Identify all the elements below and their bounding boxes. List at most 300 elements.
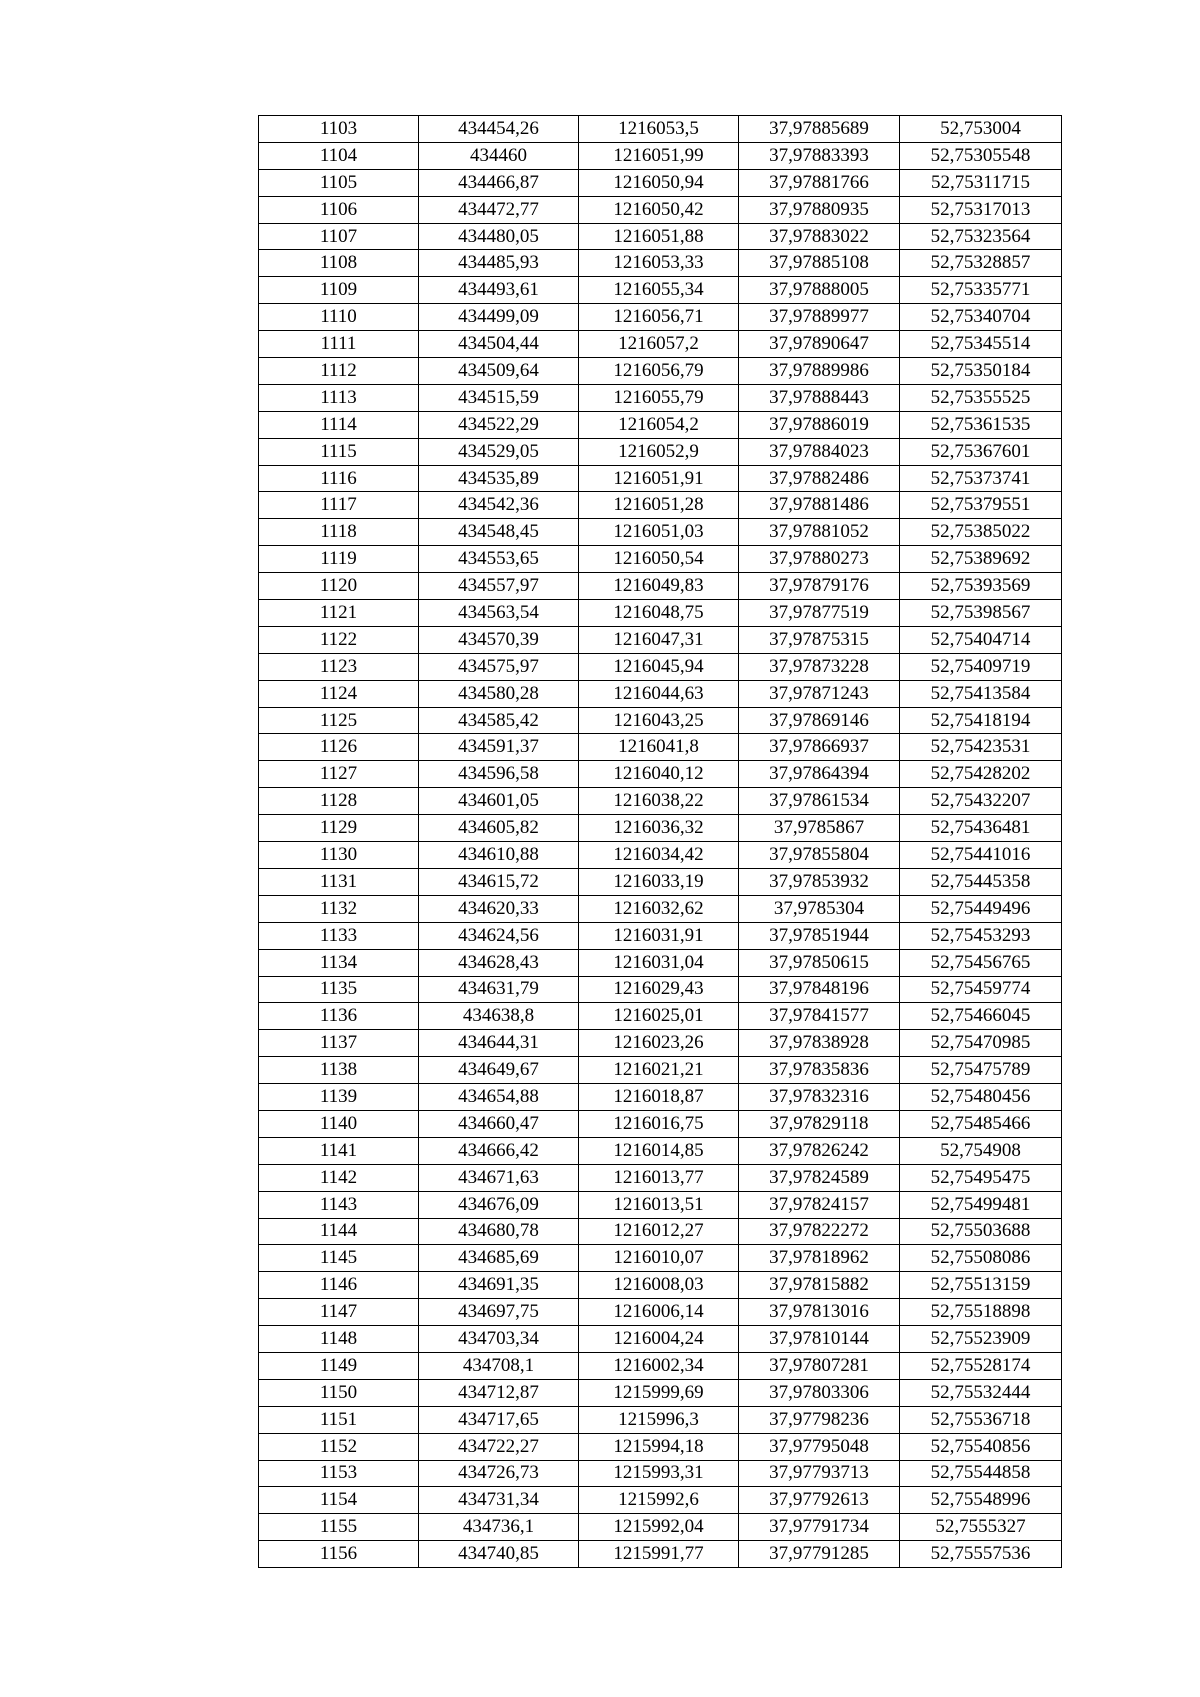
table-row [259,653,1062,680]
table-row [259,1379,1062,1406]
longitude-cell: 52,75432207 [900,788,1062,815]
point-number-cell: 1121 [259,600,419,627]
x-coordinate-cell: 434480,05 [419,223,579,250]
table-row [259,949,1062,976]
table-row [259,895,1062,922]
latitude-cell: 37,97888443 [739,384,900,411]
table-row [259,277,1062,304]
x-coordinate-cell: 434509,64 [419,358,579,385]
table-row [259,1110,1062,1137]
point-number-cell: 1105 [259,169,419,196]
y-coordinate-cell: 1216038,22 [579,788,739,815]
latitude-cell: 37,97855804 [739,842,900,869]
latitude-cell: 37,97885689 [739,116,900,143]
longitude-cell: 52,75480456 [900,1084,1062,1111]
longitude-cell: 52,75350184 [900,358,1062,385]
y-coordinate-cell: 1215996,3 [579,1406,739,1433]
point-number-cell: 1146 [259,1272,419,1299]
table-row [259,922,1062,949]
table-row [259,384,1062,411]
latitude-cell: 37,97822272 [739,1218,900,1245]
table-row [259,1272,1062,1299]
y-coordinate-cell: 1216036,32 [579,815,739,842]
point-number-cell: 1133 [259,922,419,949]
latitude-cell: 37,97832316 [739,1084,900,1111]
coordinates-table-body [259,116,1062,1568]
x-coordinate-cell: 434460 [419,142,579,169]
x-coordinate-cell: 434454,26 [419,116,579,143]
latitude-cell: 37,97864394 [739,761,900,788]
x-coordinate-cell: 434666,42 [419,1137,579,1164]
longitude-cell: 52,75503688 [900,1218,1062,1245]
x-coordinate-cell: 434535,89 [419,465,579,492]
longitude-cell: 52,75495475 [900,1164,1062,1191]
longitude-cell: 52,75532444 [900,1379,1062,1406]
latitude-cell: 37,97829118 [739,1110,900,1137]
latitude-cell: 37,97881052 [739,519,900,546]
longitude-cell: 52,75413584 [900,680,1062,707]
y-coordinate-cell: 1216031,91 [579,922,739,949]
point-number-cell: 1153 [259,1460,419,1487]
point-number-cell: 1122 [259,626,419,653]
y-coordinate-cell: 1215992,6 [579,1487,739,1514]
latitude-cell: 37,97881766 [739,169,900,196]
longitude-cell: 52,75345514 [900,331,1062,358]
latitude-cell: 37,97813016 [739,1299,900,1326]
y-coordinate-cell: 1216049,83 [579,573,739,600]
x-coordinate-cell: 434722,27 [419,1433,579,1460]
longitude-cell: 52,753004 [900,116,1062,143]
latitude-cell: 37,97871243 [739,680,900,707]
table-row [259,734,1062,761]
latitude-cell: 37,97793713 [739,1460,900,1487]
x-coordinate-cell: 434638,8 [419,1003,579,1030]
y-coordinate-cell: 1216014,85 [579,1137,739,1164]
y-coordinate-cell: 1216016,75 [579,1110,739,1137]
y-coordinate-cell: 1216023,26 [579,1030,739,1057]
y-coordinate-cell: 1216018,87 [579,1084,739,1111]
y-coordinate-cell: 1216053,5 [579,116,739,143]
table-row [259,1514,1062,1541]
latitude-cell: 37,97791734 [739,1514,900,1541]
y-coordinate-cell: 1216050,42 [579,196,739,223]
point-number-cell: 1113 [259,384,419,411]
y-coordinate-cell: 1216053,33 [579,250,739,277]
y-coordinate-cell: 1216048,75 [579,600,739,627]
x-coordinate-cell: 434493,61 [419,277,579,304]
table-row [259,1541,1062,1568]
latitude-cell: 37,97807281 [739,1352,900,1379]
x-coordinate-cell: 434529,05 [419,438,579,465]
x-coordinate-cell: 434570,39 [419,626,579,653]
x-coordinate-cell: 434708,1 [419,1352,579,1379]
point-number-cell: 1125 [259,707,419,734]
table-row [259,250,1062,277]
longitude-cell: 52,75373741 [900,465,1062,492]
point-number-cell: 1144 [259,1218,419,1245]
point-number-cell: 1104 [259,142,419,169]
x-coordinate-cell: 434644,31 [419,1030,579,1057]
longitude-cell: 52,75418194 [900,707,1062,734]
longitude-cell: 52,75536718 [900,1406,1062,1433]
x-coordinate-cell: 434563,54 [419,600,579,627]
table-row [259,1433,1062,1460]
table-row [259,1299,1062,1326]
longitude-cell: 52,75475789 [900,1057,1062,1084]
longitude-cell: 52,75340704 [900,304,1062,331]
longitude-cell: 52,75548996 [900,1487,1062,1514]
point-number-cell: 1149 [259,1352,419,1379]
y-coordinate-cell: 1216045,94 [579,653,739,680]
x-coordinate-cell: 434676,09 [419,1191,579,1218]
latitude-cell: 37,97875315 [739,626,900,653]
longitude-cell: 52,75523909 [900,1326,1062,1353]
longitude-cell: 52,75508086 [900,1245,1062,1272]
table-row [259,223,1062,250]
y-coordinate-cell: 1216021,21 [579,1057,739,1084]
x-coordinate-cell: 434717,65 [419,1406,579,1433]
latitude-cell: 37,97838928 [739,1030,900,1057]
point-number-cell: 1130 [259,842,419,869]
y-coordinate-cell: 1216051,88 [579,223,739,250]
table-row [259,761,1062,788]
latitude-cell: 37,97885108 [739,250,900,277]
latitude-cell: 37,97835836 [739,1057,900,1084]
longitude-cell: 52,75367601 [900,438,1062,465]
y-coordinate-cell: 1216041,8 [579,734,739,761]
point-number-cell: 1134 [259,949,419,976]
table-row [259,680,1062,707]
table-row [259,116,1062,143]
y-coordinate-cell: 1216013,51 [579,1191,739,1218]
latitude-cell: 37,97824589 [739,1164,900,1191]
table-row [259,788,1062,815]
y-coordinate-cell: 1216043,25 [579,707,739,734]
y-coordinate-cell: 1216002,34 [579,1352,739,1379]
x-coordinate-cell: 434631,79 [419,976,579,1003]
point-number-cell: 1120 [259,573,419,600]
point-number-cell: 1123 [259,653,419,680]
longitude-cell: 52,75379551 [900,492,1062,519]
y-coordinate-cell: 1215999,69 [579,1379,739,1406]
latitude-cell: 37,97869146 [739,707,900,734]
y-coordinate-cell: 1216055,79 [579,384,739,411]
table-row [259,304,1062,331]
point-number-cell: 1116 [259,465,419,492]
longitude-cell: 52,75317013 [900,196,1062,223]
point-number-cell: 1128 [259,788,419,815]
y-coordinate-cell: 1216034,42 [579,842,739,869]
point-number-cell: 1150 [259,1379,419,1406]
table-row [259,707,1062,734]
y-coordinate-cell: 1216052,9 [579,438,739,465]
point-number-cell: 1154 [259,1487,419,1514]
table-row [259,1245,1062,1272]
table-row [259,331,1062,358]
x-coordinate-cell: 434548,45 [419,519,579,546]
point-number-cell: 1108 [259,250,419,277]
latitude-cell: 37,97879176 [739,573,900,600]
longitude-cell: 52,75528174 [900,1352,1062,1379]
point-number-cell: 1148 [259,1326,419,1353]
table-row [259,1003,1062,1030]
x-coordinate-cell: 434575,97 [419,653,579,680]
x-coordinate-cell: 434712,87 [419,1379,579,1406]
latitude-cell: 37,97880935 [739,196,900,223]
point-number-cell: 1119 [259,546,419,573]
x-coordinate-cell: 434504,44 [419,331,579,358]
table-row [259,573,1062,600]
latitude-cell: 37,97880273 [739,546,900,573]
x-coordinate-cell: 434654,88 [419,1084,579,1111]
y-coordinate-cell: 1216008,03 [579,1272,739,1299]
longitude-cell: 52,75389692 [900,546,1062,573]
longitude-cell: 52,75544858 [900,1460,1062,1487]
point-number-cell: 1114 [259,411,419,438]
latitude-cell: 37,97884023 [739,438,900,465]
x-coordinate-cell: 434697,75 [419,1299,579,1326]
longitude-cell: 52,75436481 [900,815,1062,842]
point-number-cell: 1107 [259,223,419,250]
longitude-cell: 52,75557536 [900,1541,1062,1568]
y-coordinate-cell: 1216031,04 [579,949,739,976]
latitude-cell: 37,97877519 [739,600,900,627]
latitude-cell: 37,97848196 [739,976,900,1003]
table-row [259,1460,1062,1487]
longitude-cell: 52,75445358 [900,868,1062,895]
x-coordinate-cell: 434660,47 [419,1110,579,1137]
y-coordinate-cell: 1216051,03 [579,519,739,546]
table-row [259,976,1062,1003]
longitude-cell: 52,75540856 [900,1433,1062,1460]
table-row [259,546,1062,573]
table-row [259,438,1062,465]
longitude-cell: 52,7555327 [900,1514,1062,1541]
x-coordinate-cell: 434731,34 [419,1487,579,1514]
x-coordinate-cell: 434736,1 [419,1514,579,1541]
latitude-cell: 37,97888005 [739,277,900,304]
point-number-cell: 1141 [259,1137,419,1164]
table-row [259,358,1062,385]
latitude-cell: 37,97850615 [739,949,900,976]
table-row [259,465,1062,492]
y-coordinate-cell: 1215991,77 [579,1541,739,1568]
x-coordinate-cell: 434726,73 [419,1460,579,1487]
table-row [259,1352,1062,1379]
point-number-cell: 1124 [259,680,419,707]
y-coordinate-cell: 1216051,28 [579,492,739,519]
point-number-cell: 1151 [259,1406,419,1433]
point-number-cell: 1139 [259,1084,419,1111]
x-coordinate-cell: 434591,37 [419,734,579,761]
x-coordinate-cell: 434596,58 [419,761,579,788]
longitude-cell: 52,75423531 [900,734,1062,761]
longitude-cell: 52,75456765 [900,949,1062,976]
x-coordinate-cell: 434649,67 [419,1057,579,1084]
latitude-cell: 37,97883022 [739,223,900,250]
y-coordinate-cell: 1216051,91 [579,465,739,492]
longitude-cell: 52,75328857 [900,250,1062,277]
table-row [259,815,1062,842]
latitude-cell: 37,97824157 [739,1191,900,1218]
longitude-cell: 52,75311715 [900,169,1062,196]
x-coordinate-cell: 434585,42 [419,707,579,734]
y-coordinate-cell: 1216056,79 [579,358,739,385]
table-row [259,1164,1062,1191]
table-row [259,600,1062,627]
point-number-cell: 1109 [259,277,419,304]
latitude-cell: 37,97795048 [739,1433,900,1460]
latitude-cell: 37,97866937 [739,734,900,761]
x-coordinate-cell: 434522,29 [419,411,579,438]
point-number-cell: 1135 [259,976,419,1003]
y-coordinate-cell: 1216013,77 [579,1164,739,1191]
point-number-cell: 1137 [259,1030,419,1057]
point-number-cell: 1138 [259,1057,419,1084]
x-coordinate-cell: 434557,97 [419,573,579,600]
table-row [259,492,1062,519]
longitude-cell: 52,75441016 [900,842,1062,869]
point-number-cell: 1118 [259,519,419,546]
y-coordinate-cell: 1216040,12 [579,761,739,788]
y-coordinate-cell: 1216033,19 [579,868,739,895]
point-number-cell: 1142 [259,1164,419,1191]
longitude-cell: 52,75459774 [900,976,1062,1003]
x-coordinate-cell: 434542,36 [419,492,579,519]
y-coordinate-cell: 1216050,54 [579,546,739,573]
latitude-cell: 37,97803306 [739,1379,900,1406]
x-coordinate-cell: 434553,65 [419,546,579,573]
x-coordinate-cell: 434466,87 [419,169,579,196]
y-coordinate-cell: 1216032,62 [579,895,739,922]
x-coordinate-cell: 434740,85 [419,1541,579,1568]
table-row [259,1191,1062,1218]
point-number-cell: 1103 [259,116,419,143]
table-row [259,1326,1062,1353]
x-coordinate-cell: 434472,77 [419,196,579,223]
x-coordinate-cell: 434620,33 [419,895,579,922]
table-row [259,868,1062,895]
point-number-cell: 1147 [259,1299,419,1326]
point-number-cell: 1115 [259,438,419,465]
point-number-cell: 1143 [259,1191,419,1218]
longitude-cell: 52,75409719 [900,653,1062,680]
point-number-cell: 1110 [259,304,419,331]
table-row [259,626,1062,653]
latitude-cell: 37,97889986 [739,358,900,385]
longitude-cell: 52,75485466 [900,1110,1062,1137]
y-coordinate-cell: 1216054,2 [579,411,739,438]
point-number-cell: 1112 [259,358,419,385]
table-row [259,196,1062,223]
y-coordinate-cell: 1216006,14 [579,1299,739,1326]
latitude-cell: 37,97889977 [739,304,900,331]
x-coordinate-cell: 434691,35 [419,1272,579,1299]
y-coordinate-cell: 1216050,94 [579,169,739,196]
x-coordinate-cell: 434680,78 [419,1218,579,1245]
y-coordinate-cell: 1216044,63 [579,680,739,707]
latitude-cell: 37,97861534 [739,788,900,815]
y-coordinate-cell: 1216057,2 [579,331,739,358]
y-coordinate-cell: 1216004,24 [579,1326,739,1353]
point-number-cell: 1111 [259,331,419,358]
longitude-cell: 52,75385022 [900,519,1062,546]
y-coordinate-cell: 1216025,01 [579,1003,739,1030]
latitude-cell: 37,9785867 [739,815,900,842]
x-coordinate-cell: 434610,88 [419,842,579,869]
x-coordinate-cell: 434485,93 [419,250,579,277]
longitude-cell: 52,75466045 [900,1003,1062,1030]
x-coordinate-cell: 434615,72 [419,868,579,895]
latitude-cell: 37,97792613 [739,1487,900,1514]
longitude-cell: 52,75513159 [900,1272,1062,1299]
point-number-cell: 1156 [259,1541,419,1568]
x-coordinate-cell: 434499,09 [419,304,579,331]
y-coordinate-cell: 1215993,31 [579,1460,739,1487]
x-coordinate-cell: 434703,34 [419,1326,579,1353]
y-coordinate-cell: 1216029,43 [579,976,739,1003]
longitude-cell: 52,75518898 [900,1299,1062,1326]
table-row [259,1218,1062,1245]
latitude-cell: 37,97841577 [739,1003,900,1030]
latitude-cell: 37,97883393 [739,142,900,169]
x-coordinate-cell: 434601,05 [419,788,579,815]
table-row [259,842,1062,869]
latitude-cell: 37,97851944 [739,922,900,949]
longitude-cell: 52,75323564 [900,223,1062,250]
point-number-cell: 1127 [259,761,419,788]
point-number-cell: 1155 [259,1514,419,1541]
point-number-cell: 1152 [259,1433,419,1460]
latitude-cell: 37,97882486 [739,465,900,492]
point-number-cell: 1136 [259,1003,419,1030]
table-row [259,411,1062,438]
latitude-cell: 37,97798236 [739,1406,900,1433]
coordinates-table [258,115,1062,1568]
latitude-cell: 37,97826242 [739,1137,900,1164]
x-coordinate-cell: 434580,28 [419,680,579,707]
point-number-cell: 1117 [259,492,419,519]
x-coordinate-cell: 434628,43 [419,949,579,976]
y-coordinate-cell: 1216055,34 [579,277,739,304]
latitude-cell: 37,97818962 [739,1245,900,1272]
point-number-cell: 1140 [259,1110,419,1137]
point-number-cell: 1131 [259,868,419,895]
x-coordinate-cell: 434515,59 [419,384,579,411]
latitude-cell: 37,97791285 [739,1541,900,1568]
table-row [259,142,1062,169]
latitude-cell: 37,97873228 [739,653,900,680]
latitude-cell: 37,97810144 [739,1326,900,1353]
longitude-cell: 52,75499481 [900,1191,1062,1218]
point-number-cell: 1145 [259,1245,419,1272]
x-coordinate-cell: 434624,56 [419,922,579,949]
longitude-cell: 52,75305548 [900,142,1062,169]
longitude-cell: 52,75453293 [900,922,1062,949]
y-coordinate-cell: 1216056,71 [579,304,739,331]
table-row [259,1030,1062,1057]
longitude-cell: 52,75361535 [900,411,1062,438]
latitude-cell: 37,97815882 [739,1272,900,1299]
y-coordinate-cell: 1216012,27 [579,1218,739,1245]
point-number-cell: 1132 [259,895,419,922]
latitude-cell: 37,97881486 [739,492,900,519]
table-row [259,1084,1062,1111]
longitude-cell: 52,75470985 [900,1030,1062,1057]
x-coordinate-cell: 434671,63 [419,1164,579,1191]
y-coordinate-cell: 1216010,07 [579,1245,739,1272]
longitude-cell: 52,75428202 [900,761,1062,788]
